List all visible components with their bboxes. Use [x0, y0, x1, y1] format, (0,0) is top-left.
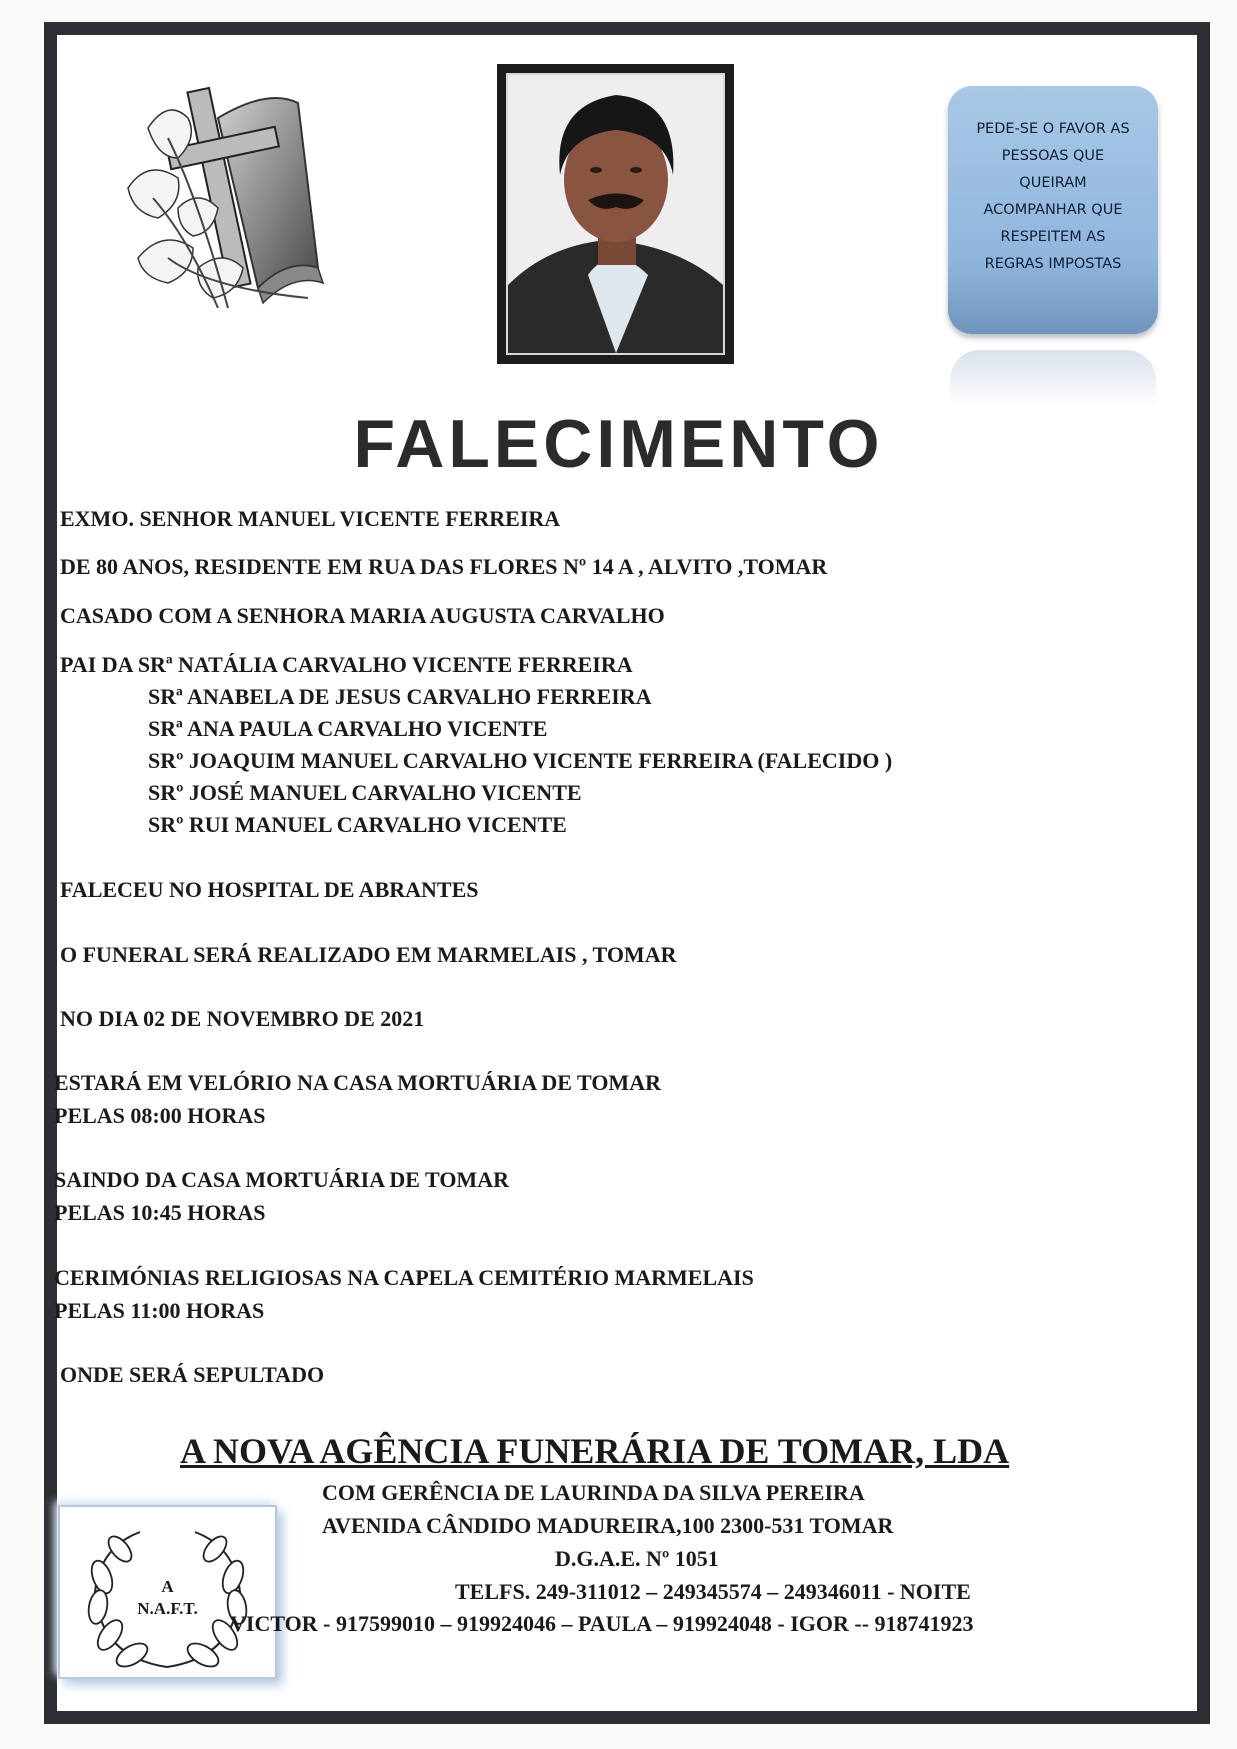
portrait-photo: [508, 75, 723, 353]
spouse: CASADO COM A SENHORA MARIA AUGUSTA CARVALHO: [60, 603, 665, 628]
child-line: SRº JOAQUIM MANUEL CARVALHO VICENTE FERREIRA (FALECIDO ): [148, 748, 893, 773]
agency-name: A NOVA AGÊNCIA FUNERÁRIA DE TOMAR, LDA: [180, 1431, 1010, 1471]
agency-logo: [58, 1505, 277, 1679]
covid-rules-notice: [948, 86, 1158, 334]
death-place: FALECEU NO HOSPITAL DE ABRANTES: [60, 877, 479, 902]
funeral-place: O FUNERAL SERÁ REALIZADO EM MARMELAIS , TOMAR: [60, 942, 677, 967]
notice-line: QUEIRAM: [1019, 175, 1087, 191]
agency-phones: TELFS. 249-311012 – 249345574 – 249346011 - NOITE: [455, 1579, 971, 1604]
child-line: SRª ANABELA DE JESUS CARVALHO FERREIRA: [148, 684, 652, 709]
agency-manager: COM GERÊNCIA DE LAURINDA DA SILVA PEREIRA: [322, 1480, 865, 1505]
departure-location: SAINDO DA CASA MORTUÁRIA DE TOMAR: [54, 1167, 509, 1192]
notice-line: PEDE-SE O FAVOR AS: [976, 121, 1130, 137]
agency-night-phones: VICTOR - 917599010 – 919924046 – PAULA – 919924048 - IGOR -- 918741923: [230, 1611, 974, 1636]
funeral-date: NO DIA 02 DE NOVEMBRO DE 2021: [60, 1006, 425, 1031]
agency-address: AVENIDA CÂNDIDO MADUREIRA,100 2300-531 TOMAR: [322, 1513, 894, 1538]
agency-dgae: D.G.A.E. Nº 1051: [555, 1546, 719, 1571]
burial-note: ONDE SERÁ SEPULTADO: [60, 1362, 325, 1387]
ceremony-location: CERIMÓNIAS RELIGIOSAS NA CAPELA CEMITÉRIO MARMELAIS: [54, 1265, 754, 1290]
logo-initials: N.A.F.T.: [137, 1599, 198, 1618]
child-line: SRº RUI MANUEL CARVALHO VICENTE: [148, 812, 567, 837]
notice-line: PESSOAS QUE: [1001, 148, 1105, 164]
wake-location: ESTARÁ EM VELÓRIO NA CASA MORTUÁRIA DE TOMAR: [54, 1070, 661, 1095]
deceased-portrait: [497, 64, 734, 364]
notice-line: REGRAS IMPOSTAS: [984, 256, 1122, 272]
deceased-name: EXMO. SENHOR MANUEL VICENTE FERREIRA: [60, 506, 561, 531]
child-line: SRª ANA PAULA CARVALHO VICENTE: [148, 716, 548, 741]
notice-line: ACOMPANHAR QUE: [983, 202, 1123, 218]
logo-letter: A: [161, 1577, 174, 1596]
page-title: FALECIMENTO: [353, 406, 884, 482]
notice-line: RESPEITEM AS: [1000, 229, 1106, 245]
wake-time: PELAS 08:00 HORAS: [54, 1103, 266, 1128]
children-first: PAI DA SRª NATÁLIA CARVALHO VICENTE FERREIRA: [60, 652, 633, 677]
residence: DE 80 ANOS, RESIDENTE EM RUA DAS FLORES Nº 14 A , ALVITO ,TOMAR: [60, 554, 828, 579]
ceremony-time: PELAS 11:00 HORAS: [54, 1298, 265, 1323]
cross-lily-illustration: [108, 58, 348, 328]
departure-time: PELAS 10:45 HORAS: [54, 1200, 266, 1225]
child-line: SRº JOSÉ MANUEL CARVALHO VICENTE: [148, 780, 582, 805]
